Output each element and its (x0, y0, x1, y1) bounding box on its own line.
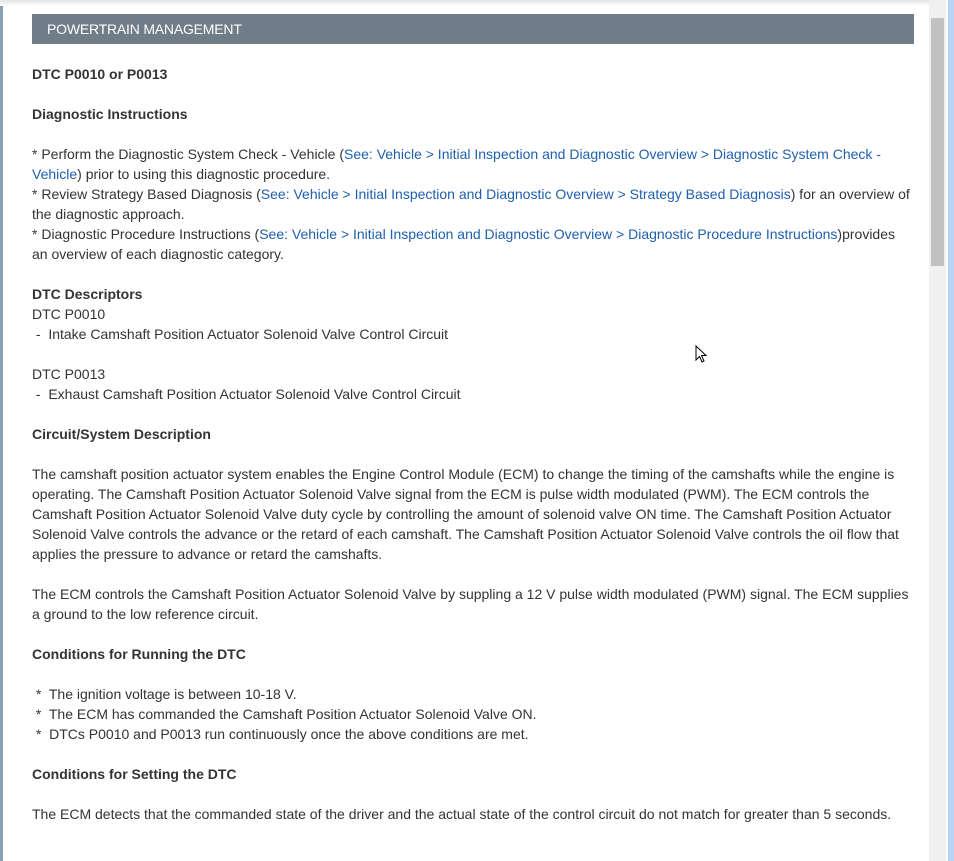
condition-item: * The ECM has commanded the Camshaft Position Actuator Solenoid Valve ON. (32, 706, 537, 722)
dtc-descriptors-heading: DTC Descriptors (32, 286, 143, 302)
descriptor-text: - Intake Camshaft Position Actuator Solenoid Valve Control Circuit (32, 326, 449, 342)
mouse-cursor-icon (695, 345, 709, 365)
descriptor-code: DTC P0010 (32, 306, 106, 322)
top-shadow (0, 0, 929, 6)
running-conditions-heading: Conditions for Running the DTC (32, 646, 246, 662)
scrollbar-thumb[interactable] (931, 18, 944, 266)
window-edge (0, 0, 3, 861)
circuit-paragraph: The ECM controls the Camshaft Position Actuator Solenoid Valve by suppling a 12 V pulse width modulated (PWM) signal. The ECM supplies a ground to the low reference circuit. (32, 586, 909, 622)
dtc-title: DTC P0010 or P0013 (32, 66, 168, 82)
document-content (32, 14, 914, 824)
diagnostic-procedure-instructions-link[interactable]: See: Vehicle > Initial Inspection and Diagnostic Overview > Diagnostic Procedure Instructions (259, 226, 838, 242)
instruction-item: * Diagnostic Procedure Instructions (See: Vehicle > Initial Inspection and Diagnostic Overview > Diagnostic Procedure Instructions)provides an overview of each diagnostic category. (32, 226, 896, 262)
diagnostic-system-check-link[interactable]: See: Vehicle > Initial Inspection and Diagnostic Overview > Diagnostic System Check - Vehicle (32, 146, 881, 182)
condition-item: * DTCs P0010 and P0013 run continuously once the above conditions are met. (32, 726, 529, 742)
setting-conditions-heading: Conditions for Setting the DTC (32, 766, 237, 782)
section-header: POWERTRAIN MANAGEMENT (32, 14, 914, 44)
descriptor-text: - Exhaust Camshaft Position Actuator Solenoid Valve Control Circuit (32, 386, 461, 402)
circuit-description-heading: Circuit/System Description (32, 426, 211, 442)
window-edge-right (946, 0, 954, 861)
instruction-item: * Perform the Diagnostic System Check - Vehicle (See: Vehicle > Initial Inspection and Diagnostic Overview > Diagnostic System Check - Vehicle) prior to using this diagnostic procedure. (32, 146, 881, 182)
setting-paragraph: The ECM detects that the commanded state of the driver and the actual state of the control circuit do not match for greater than 5 seconds. (32, 806, 892, 822)
descriptor-code: DTC P0013 (32, 366, 106, 382)
instruction-item: * Review Strategy Based Diagnosis (See: Vehicle > Initial Inspection and Diagnostic Overview > Strategy Based Diagnosis) for an overview of the diagnostic approach. (32, 186, 910, 222)
condition-item: * The ignition voltage is between 10-18 V. (32, 686, 297, 702)
circuit-paragraph: The camshaft position actuator system enables the Engine Control Module (ECM) to change the timing of the camshafts while the engine is operating. The Camshaft Position Actuator Solenoid Valve signal from the ECM is pulse width modulated (PWM). The ECM controls the Camshaft Position Actuator Solenoid Valve duty cycle by controlling the amount of solenoid valve ON time. The Camshaft Position Actuator Solenoid Valve controls the advance or the retard of each camshaft. The Camshaft Position Actuator Solenoid Valve controls the oil flow that applies the pressure to advance or retard the camshafts. (32, 466, 899, 562)
diagnostic-instructions-heading: Diagnostic Instructions (32, 106, 188, 122)
strategy-based-diagnosis-link[interactable]: See: Vehicle > Initial Inspection and Diagnostic Overview > Strategy Based Diagnosis (260, 186, 791, 202)
